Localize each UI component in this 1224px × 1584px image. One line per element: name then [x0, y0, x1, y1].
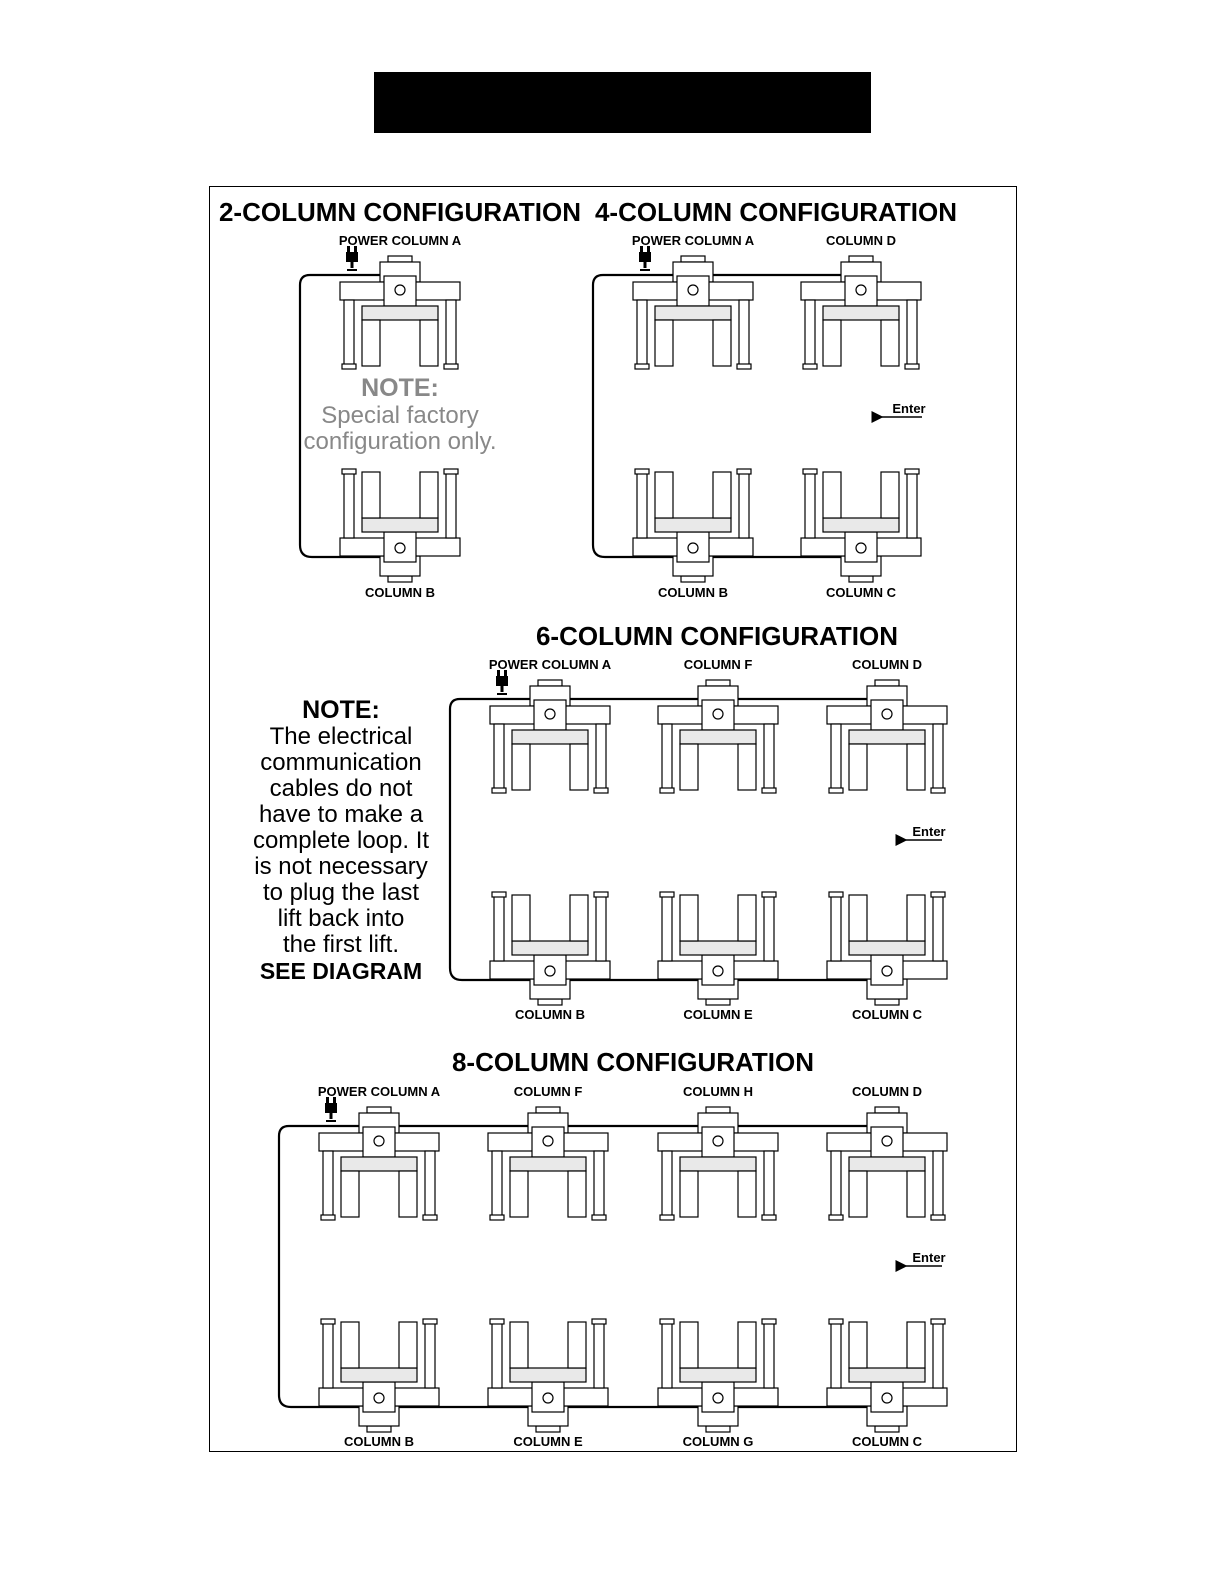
lift-column-b: [490, 892, 610, 1005]
two-column-config: [219, 197, 581, 600]
side-note-line: communication: [260, 749, 422, 776]
lift-column-d: [827, 680, 947, 793]
two-col-label-a: POWER COLUMN A: [338, 233, 462, 248]
power-plug-icon: [346, 246, 358, 271]
side-note-line: to plug the last: [262, 879, 420, 906]
eight-col-label-h: COLUMN H: [682, 1084, 754, 1099]
side-note: [253, 696, 429, 984]
side-note-line: cables do not: [269, 775, 413, 802]
power-plug-icon: [639, 246, 651, 271]
lift-column-b: [633, 469, 753, 582]
lift-column-h: [658, 1107, 778, 1220]
side-note-line: the first lift.: [282, 931, 400, 958]
lift-column-f: [658, 680, 778, 793]
four-column-title: 4-COLUMN CONFIGURATION: [594, 197, 958, 227]
factory-note-line-1: Special factory: [321, 402, 479, 429]
lift-column-d: [801, 256, 921, 369]
lift-column-a: [490, 680, 610, 793]
enter-label: Enter: [912, 824, 946, 839]
lift-column-e: [658, 892, 778, 1005]
lift-column-f: [488, 1107, 608, 1220]
lift-column-b: [319, 1319, 439, 1432]
lift-column-a: [319, 1107, 439, 1220]
lift-column-d: [827, 1107, 947, 1220]
four-col-label-b: COLUMN B: [657, 585, 729, 600]
six-column-title: 6-COLUMN CONFIGURATION: [535, 621, 899, 651]
eight-column-config: [279, 1047, 947, 1449]
eight-col-label-c: COLUMN C: [851, 1434, 923, 1449]
lift-column-b: [340, 469, 460, 582]
four-col-label-c: COLUMN C: [825, 585, 897, 600]
side-note-line: have to make a: [258, 801, 424, 828]
eight-column-title: 8-COLUMN CONFIGURATION: [451, 1047, 815, 1077]
four-column-config: [593, 197, 957, 600]
six-col-label-b: COLUMN B: [514, 1007, 586, 1022]
eight-col-label-g: COLUMN G: [682, 1434, 754, 1449]
lift-column-e: [488, 1319, 608, 1432]
four-col-label-a: POWER COLUMN A: [631, 233, 755, 248]
side-note-line: complete loop. It: [252, 827, 430, 854]
eight-col-label-d: COLUMN D: [851, 1084, 923, 1099]
side-note-head: NOTE:: [302, 696, 380, 724]
enter-label: Enter: [892, 401, 926, 416]
side-note-footer: SEE DIAGRAM: [259, 958, 423, 984]
four-col-label-d: COLUMN D: [825, 233, 897, 248]
two-col-label-b: COLUMN B: [364, 585, 436, 600]
power-plug-icon: [325, 1097, 337, 1122]
six-col-label-e: COLUMN E: [683, 1007, 753, 1022]
eight-col-label-e: COLUMN E: [513, 1434, 583, 1449]
six-col-label-f: COLUMN F: [683, 657, 753, 672]
eight-col-label-a: POWER COLUMN A: [317, 1084, 441, 1099]
eight-col-label-b: COLUMN B: [343, 1434, 415, 1449]
lift-column-g: [658, 1319, 778, 1432]
side-note-line: is not necessary: [254, 853, 428, 880]
power-plug-icon: [496, 670, 508, 695]
factory-note-head: NOTE:: [361, 374, 439, 402]
lift-column-a: [340, 256, 460, 369]
factory-note-line-2: configuration only.: [303, 428, 497, 455]
six-col-label-d: COLUMN D: [851, 657, 923, 672]
lift-column-a: [633, 256, 753, 369]
six-col-label-c: COLUMN C: [851, 1007, 923, 1022]
lift-column-c: [827, 892, 947, 1005]
lift-column-c: [801, 469, 921, 582]
enter-label: Enter: [912, 1250, 946, 1265]
eight-col-label-f: COLUMN F: [513, 1084, 583, 1099]
six-column-config: [450, 621, 947, 1022]
side-note-line: lift back into: [277, 905, 405, 932]
lift-column-c: [827, 1319, 947, 1432]
side-note-line: The electrical: [269, 723, 413, 750]
six-col-label-a: POWER COLUMN A: [488, 657, 612, 672]
two-column-title: 2-COLUMN CONFIGURATION: [218, 197, 582, 227]
